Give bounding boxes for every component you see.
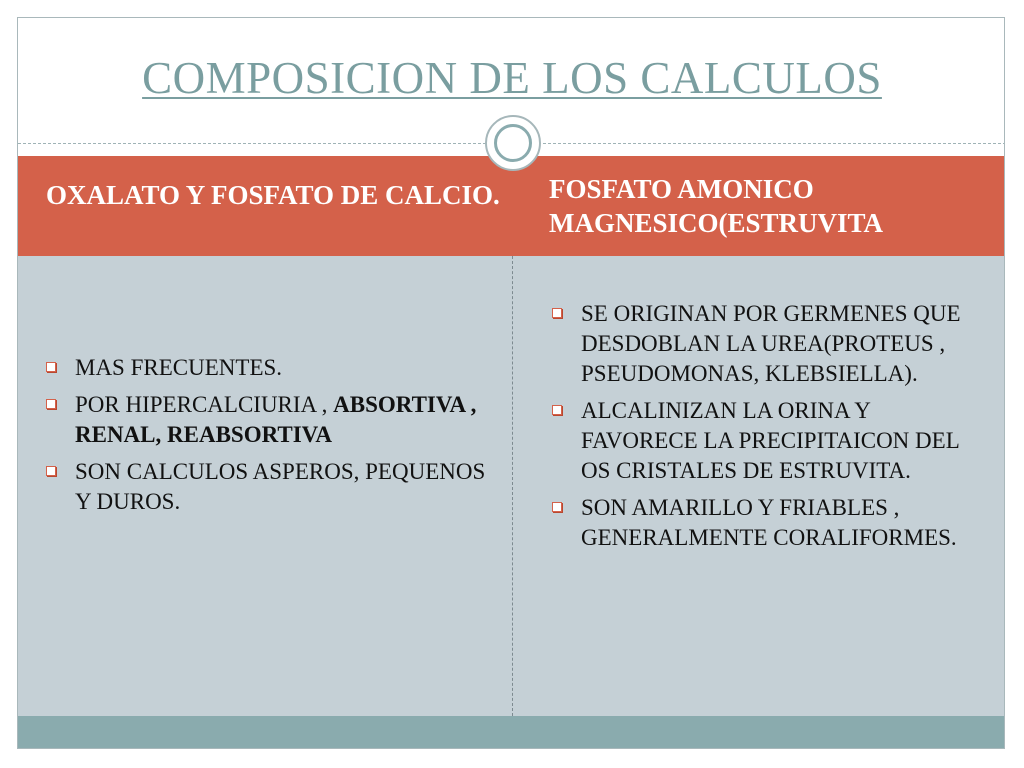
square-bullet-icon <box>46 362 56 372</box>
list-item <box>46 457 486 517</box>
square-bullet-icon <box>46 466 56 476</box>
header-estruvita: FOSFATO AMONICO MAGNESICO(ESTRUVITA <box>549 174 884 238</box>
column-divider <box>512 256 513 716</box>
table-header-row <box>18 156 1005 256</box>
square-bullet-icon <box>552 308 562 318</box>
bullet-text: POR HIPERCALCIURIA , <box>75 392 334 417</box>
square-bullet-icon <box>46 399 56 409</box>
bullet-bold-text: ABSORTIVA , RENAL, REABSORTIVA <box>75 392 477 447</box>
circle-ornament-icon <box>485 115 541 171</box>
bullet-list-estruvita <box>552 299 992 560</box>
list-item <box>552 493 992 553</box>
square-bullet-icon <box>552 405 562 415</box>
header-oxalato: OXALATO Y FOSFATO DE CALCIO. <box>46 180 500 210</box>
bullet-text: ALCALINIZAN LA ORINA Y FAVORECE LA PRECIPITAICON DEL OS CRISTALES DE ESTRUVITA. <box>581 398 959 483</box>
bullet-text: SE ORIGINAN POR GERMENES QUE DESDOBLAN LA UREA(PROTEUS , PSEUDOMONAS, KLEBSIELLA). <box>581 301 961 386</box>
table-body-row <box>18 256 1005 716</box>
slide <box>17 17 1005 749</box>
bullet-list-oxalato <box>46 353 486 524</box>
bullet-text: SON AMARILLO Y FRIABLES , GENERALMENTE CORALIFORMES. <box>581 495 957 550</box>
list-item <box>46 390 486 450</box>
list-item <box>46 353 486 383</box>
list-item <box>552 396 992 486</box>
slide-title: COMPOSICION DE LOS CALCULOS <box>142 53 882 103</box>
bullet-text: SON CALCULOS ASPEROS, PEQUENOS Y DUROS. <box>75 459 486 514</box>
list-item <box>552 299 992 389</box>
square-bullet-icon <box>552 502 562 512</box>
footer-band <box>18 716 1005 749</box>
bullet-text: MAS FRECUENTES. <box>75 355 283 380</box>
circle-ornament-inner <box>494 124 532 162</box>
